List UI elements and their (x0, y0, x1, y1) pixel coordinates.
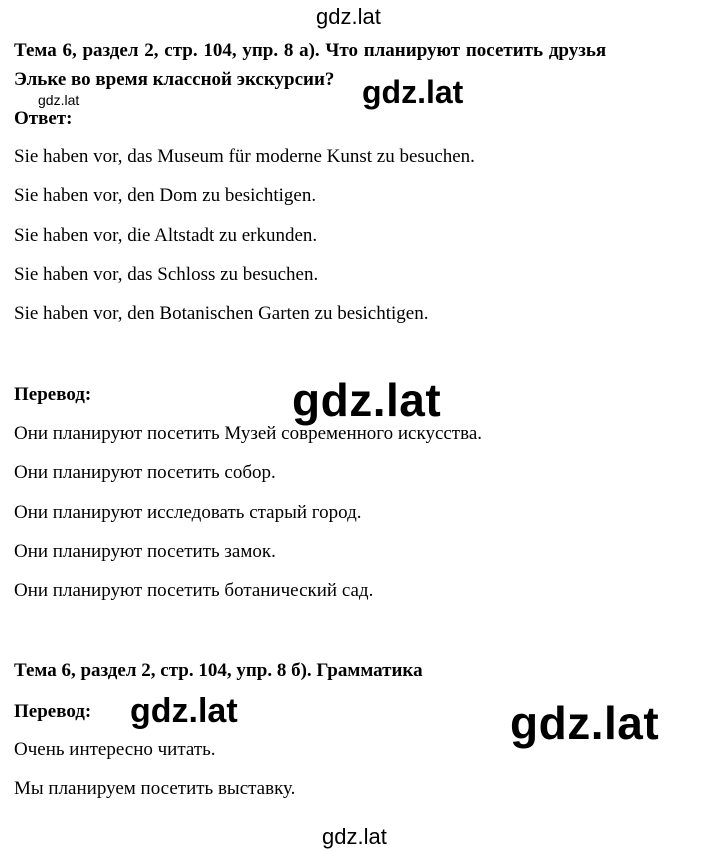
watermark-right-big: gdz.lat (510, 697, 660, 749)
task1-title-line1: Тема 6, раздел 2, стр. 104, упр. 8 а). Что планируют посетить друзья (14, 40, 607, 61)
watermark-top: gdz.lat (316, 4, 381, 29)
answer-line: Sie haben vor, das Museum für moderne Kunst zu besuchen. (14, 146, 475, 167)
answer-line: Sie haben vor, die Altstadt zu erkunden. (14, 225, 318, 246)
task2-translation-line: Мы планируем посетить выставку. (14, 778, 296, 799)
watermark-near-title: gdz.lat (362, 74, 464, 110)
task2-translation-heading: Перевод: (14, 701, 92, 722)
translation-line: Они планируют посетить замок. (14, 541, 276, 562)
watermark-center: gdz.lat (292, 374, 442, 426)
translation-line: Они планируют посетить собор. (14, 462, 276, 483)
watermark-left-mid: gdz.lat (130, 692, 238, 730)
answer-line: Sie haben vor, den Botanischen Garten zu besichtigen. (14, 303, 429, 324)
watermark-bottom: gdz.lat (322, 824, 387, 849)
translation-line: Они планируют посетить Музей современного искусства. (14, 423, 483, 444)
translation-heading: Перевод: (14, 384, 92, 405)
translation-line: Они планируют посетить ботанический сад. (14, 580, 374, 601)
watermark-tiny: gdz.lat (38, 92, 80, 108)
task1-title-line2: Эльке во время классной экскурсии? (14, 69, 335, 90)
task2-title: Тема 6, раздел 2, стр. 104, упр. 8 б). Грамматика (14, 660, 423, 681)
task2-translation-line: Очень интересно читать. (14, 739, 216, 760)
answer-heading: Ответ: (14, 108, 73, 129)
answer-line: Sie haben vor, den Dom zu besichtigen. (14, 185, 317, 206)
translation-line: Они планируют исследовать старый город. (14, 502, 362, 523)
answer-line: Sie haben vor, das Schloss zu besuchen. (14, 264, 319, 285)
